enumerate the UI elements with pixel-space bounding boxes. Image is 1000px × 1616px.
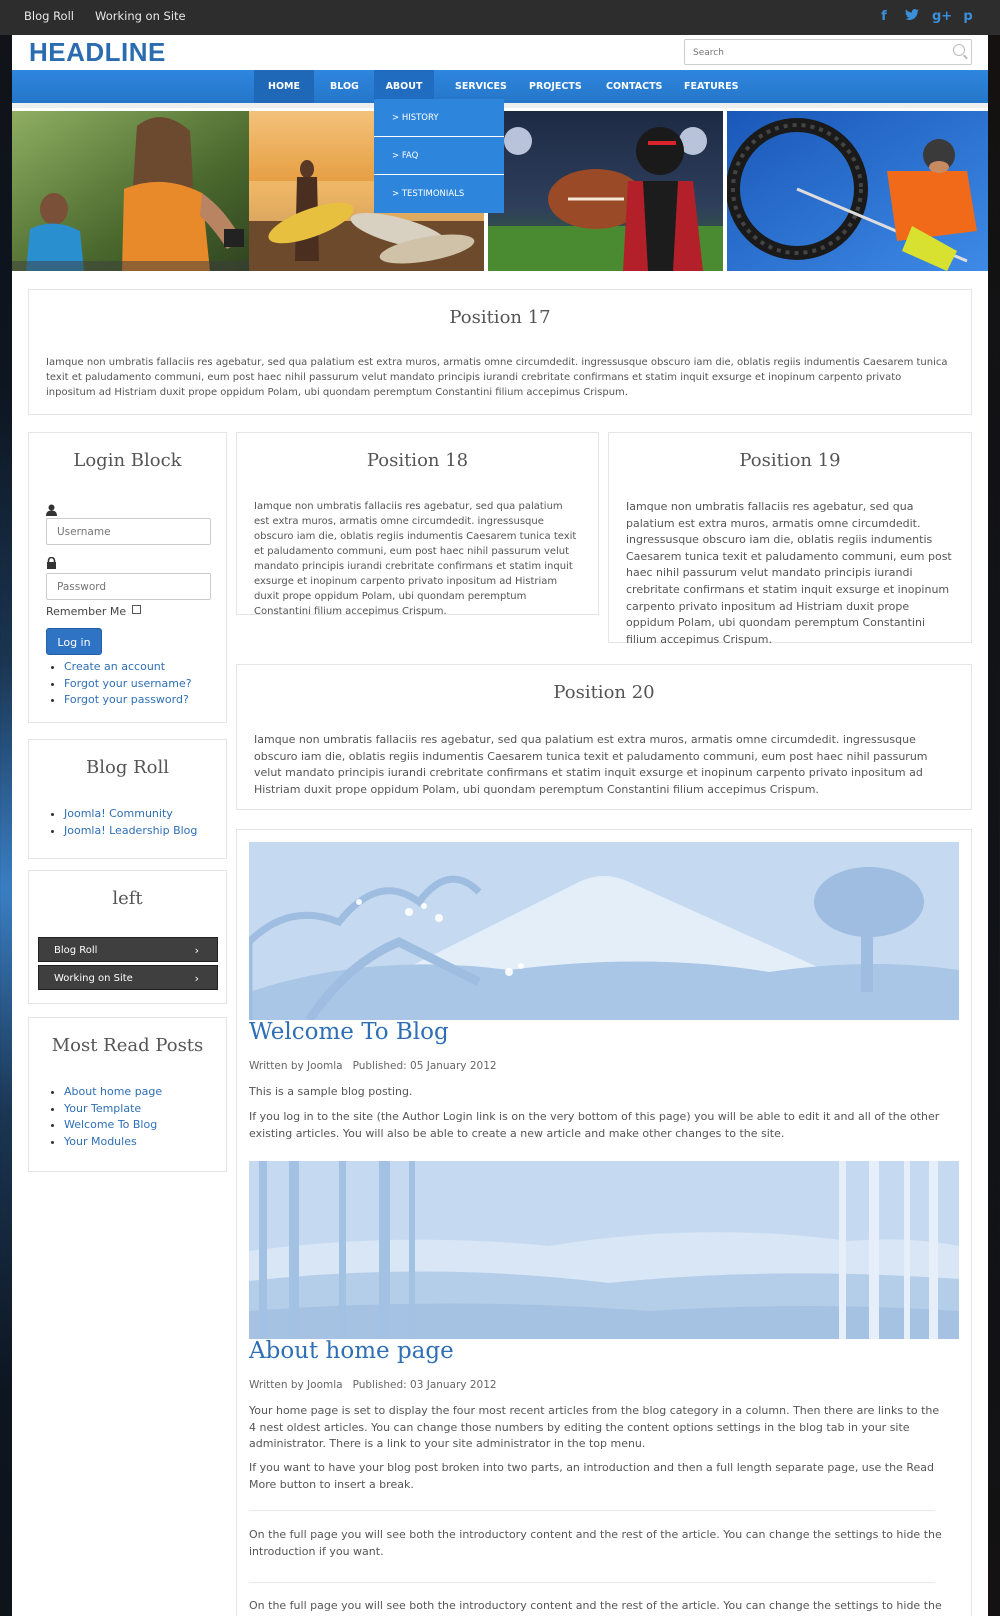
- position-20-text: Iamque non umbratis fallaciis res agebatur, sed qua palatium est extra muros, armatis omne circumdedit. ingressusque obscuro iam die, oblatis regiis indumentis Caesarem tunica texit et paludamento communi, eum post haec nihil passurum velut mandato principis iurandi crebritate confirmans et statim inquit exsurge et inopinum carpento privato inpositum ad Histriam duxit prope oppidum Polam, ubi quondam peremptum Constantini filium accepimus Crispum.: [254, 733, 928, 796]
- post-published: Published: 05 January 2012: [352, 1060, 497, 1072]
- blog-roll-links: [46, 806, 197, 839]
- banner-image-cyclist: [727, 111, 988, 271]
- left-menu-item-blog-roll[interactable]: [38, 937, 218, 962]
- your-template-link[interactable]: Your Template: [64, 1101, 142, 1115]
- remember-me-text: Remember Me: [46, 605, 127, 618]
- dropdown-item-testimonials[interactable]: > TESTIMONIALS: [392, 189, 465, 199]
- list-item: [64, 1084, 162, 1101]
- position-18-text: Iamque non umbratis fallaciis res agebatur, sed qua palatium est extra muros, armatis omne circumdedit. ingressusque obscuro iam die, oblatis regiis indumentis Caesarem tunica texit et paludamento communi, eum post haec nihil passurum velut mandato principis iurandi crebritate confirmans et statim inquit exsurge et inopinum carpento privato inpositum ad Histriam duxit prope oppidum Polam, ubi quondam peremptum Constantini filium accepimus Crispum.: [254, 501, 577, 617]
- position-17-module: [28, 289, 972, 415]
- list-item: [64, 659, 192, 676]
- password-input[interactable]: [47, 574, 210, 599]
- post-meta: [249, 1060, 497, 1072]
- left-menu-item-working-on-site[interactable]: [38, 965, 218, 990]
- nav-home[interactable]: HOME: [254, 70, 314, 103]
- post-title[interactable]: About home page: [249, 1338, 454, 1364]
- nav-projects[interactable]: PROJECTS: [529, 81, 582, 92]
- blog-roll-module: [28, 739, 227, 859]
- post-author: Written by Joomla: [249, 1379, 343, 1391]
- list-item: [64, 1134, 162, 1151]
- position-19-module: [608, 432, 972, 646]
- lock-icon: [46, 557, 57, 569]
- dropdown-item-history[interactable]: > HISTORY: [374, 99, 504, 137]
- site-logo[interactable]: HEADLINE: [29, 37, 166, 67]
- google-plus-icon[interactable]: g+: [932, 9, 953, 24]
- search-icon[interactable]: [953, 44, 965, 56]
- post-published: Published: 03 January 2012: [352, 1379, 497, 1391]
- blog-image-bamboo: [249, 1161, 959, 1339]
- user-icon: [46, 504, 57, 516]
- position-20-title: Position 20: [553, 682, 655, 703]
- list-item: [64, 676, 192, 693]
- list-item: [64, 1101, 162, 1118]
- facebook-icon[interactable]: f: [881, 9, 887, 24]
- post-paragraph: If you want to have your blog post broken into two parts, an introduction and then a full length separate page, use the Read More button to insert a break.: [249, 1461, 934, 1491]
- post-author: Written by Joomla: [249, 1060, 343, 1072]
- most-read-module: [28, 1017, 227, 1172]
- post-paragraph: This is a sample blog posting.: [249, 1085, 413, 1098]
- left-menu-module: [28, 870, 227, 1004]
- post-divider: [249, 1510, 935, 1511]
- password-field: [46, 573, 211, 600]
- search-box: [684, 39, 972, 65]
- site-container: [12, 35, 988, 1616]
- topbar-link-blog-roll[interactable]: Blog Roll: [24, 9, 74, 23]
- top-bar: [0, 0, 1000, 35]
- about-home-page-link[interactable]: About home page: [64, 1085, 163, 1098]
- list-item: [64, 806, 197, 823]
- chevron-right-icon: ›: [194, 972, 199, 985]
- post-meta: [249, 1379, 497, 1391]
- nav-about[interactable]: ABOUT: [374, 70, 434, 103]
- login-links: [46, 659, 192, 709]
- banner-image-runners: [12, 111, 253, 271]
- position-18-title: Position 18: [366, 450, 469, 471]
- topbar-link-working-on-site[interactable]: Working on Site: [95, 9, 186, 23]
- position-19-text: Iamque non umbratis fallaciis res agebatur, sed qua palatium est extra muros, armatis omne circumdedit. ingressusque obscuro iam die, oblatis regiis indumentis Caesarem tunica texit et paludamento communi, eum post haec nihil passurum velut mandato principis iurandi crebritate confirmans et statim inquit exsurge et inopinum carpento privato inpositum ad Histriam duxit prope oppidum Polam, ubi quondam peremptum Constantini filium accepimus Crispum.: [626, 500, 952, 646]
- joomla-community-link[interactable]: Joomla! Community: [64, 807, 173, 820]
- search-input[interactable]: [685, 41, 935, 65]
- banner-image-football: [488, 111, 723, 271]
- post-paragraph: Your home page is set to display the four most recent articles from the blog category in a column. Then there are links to the 4 nest oldest articles. You can change those numbers by editing the content options settings in the blog tab in your site administrator. There is a link to your site administrator in the top menu.: [249, 1404, 940, 1450]
- your-modules-link[interactable]: Your Modules: [64, 1134, 137, 1148]
- login-block: [28, 432, 227, 723]
- social-links: [876, 9, 976, 25]
- login-button[interactable]: Log in: [46, 628, 102, 655]
- chevron-right-icon: ›: [194, 944, 199, 957]
- most-read-links: [46, 1084, 162, 1150]
- about-dropdown-menu: [374, 99, 504, 213]
- login-block-title: Login Block: [73, 450, 182, 471]
- position-17-text: Iamque non umbratis fallaciis res agebatur, sed qua palatium est extra muros, armatis omne circumdedit. ingressusque obscuro iam die, oblatis regiis indumentis Caesarem tunica texit et paludamento communi, eum post haec nihil passurum velut mandato principis iurandi crebritate confirmans et statim inquit exsurge et inopinum carpento privato inpositum ad Histriam duxit prope oppidum Polam, ubi quondam peremptum Constantini filium accepimus Crispum.: [46, 357, 948, 398]
- position-18-module: [236, 432, 599, 615]
- remember-me-label: [46, 605, 141, 618]
- twitter-icon[interactable]: [904, 9, 920, 25]
- nav-contacts[interactable]: CONTACTS: [606, 81, 663, 92]
- list-item: [64, 692, 192, 709]
- position-19-title: Position 19: [739, 450, 841, 471]
- nav-services[interactable]: SERVICES: [455, 81, 507, 92]
- blog-image-mountain: [249, 842, 959, 1020]
- create-account-link[interactable]: Create an account: [64, 660, 166, 673]
- username-input[interactable]: [47, 519, 210, 544]
- post-divider: [249, 1582, 935, 1583]
- most-read-title: Most Read Posts: [51, 1035, 204, 1056]
- post-paragraph: On the full page you will see both the introductory content and the rest of the article. You can change the settings to hide the introduction if you want.: [249, 1528, 942, 1558]
- joomla-leadership-blog-link[interactable]: Joomla! Leadership Blog: [64, 823, 198, 837]
- forgot-username-link[interactable]: Forgot your username?: [64, 676, 192, 690]
- position-20-module: [236, 664, 972, 810]
- username-field: [46, 518, 211, 545]
- menu-item-label: Blog Roll: [54, 945, 98, 956]
- blog-roll-title: Blog Roll: [86, 757, 169, 778]
- post-paragraph: If you log in to the site (the Author Login link is on the very bottom of this page) you will be able to edit it and all of the other existing articles. You will also be able to create a new article and make other changes to the site.: [249, 1110, 940, 1140]
- position-17-title: Position 17: [449, 307, 551, 328]
- remember-me-checkbox[interactable]: [132, 605, 141, 614]
- welcome-to-blog-link[interactable]: Welcome To Blog: [64, 1118, 158, 1132]
- post-paragraph: On the full page you will see both the introductory content and the rest of the article. You can change the settings to hide the: [249, 1599, 942, 1612]
- nav-blog[interactable]: BLOG: [330, 81, 359, 92]
- nav-features[interactable]: FEATURES: [684, 81, 739, 92]
- forgot-password-link[interactable]: Forgot your password?: [64, 693, 189, 707]
- menu-item-label: Working on Site: [54, 973, 133, 984]
- blog-posts-area: [236, 829, 972, 1616]
- pinterest-icon[interactable]: p: [963, 9, 973, 24]
- post-title[interactable]: Welcome To Blog: [249, 1019, 449, 1045]
- dropdown-item-faq[interactable]: > FAQ: [374, 137, 504, 175]
- list-item: [64, 823, 197, 840]
- list-item: [64, 1117, 162, 1134]
- left-menu-title: left: [112, 888, 143, 909]
